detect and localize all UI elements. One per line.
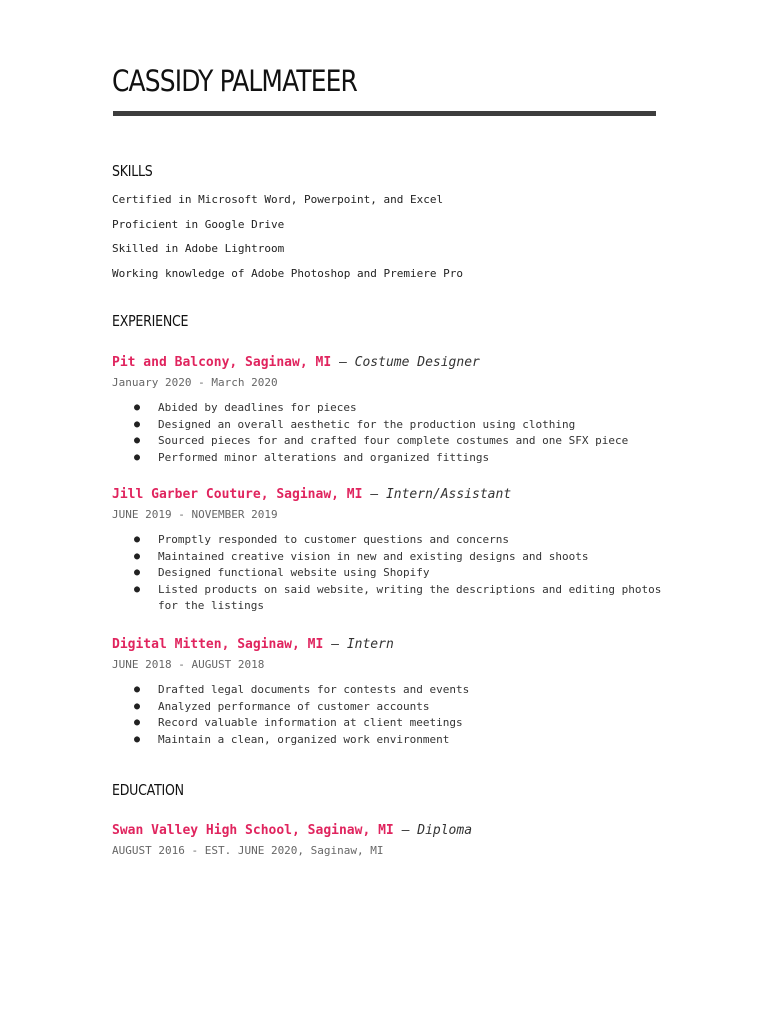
skill-item: Skilled in Adobe Lightroom [112,242,285,255]
bullet-icon: ● [134,700,141,712]
title-separator: — [393,823,418,838]
list-item [112,582,678,615]
list-item [112,549,678,566]
list-item [112,417,678,434]
bullet-icon: ● [134,684,141,695]
bullet-icon: ● [134,567,141,579]
bullet-text: Designed functional website using Shopify [158,566,430,580]
bullet-text: Abided by deadlines for pieces [158,401,357,414]
title-separator: — [362,487,386,502]
job-organization: Jill Garber Couture, Saginaw, MI [112,487,363,502]
job-role: Intern [346,637,394,652]
title-separator: — [331,355,355,370]
job-bullets [112,682,672,748]
list-item [112,732,678,749]
bullet-icon: ● [134,451,141,463]
section-title-education: EDUCATION [112,781,184,799]
job-title [112,486,672,503]
bullet-text: Sourced pieces for and crafted four complete costumes and one SFX piece [158,434,629,448]
job-bullets [112,400,672,466]
bullet-text: Designed an overall aesthetic for the production using clothing [158,417,576,431]
skill-item: Proficient in Google Drive [112,217,285,231]
bullet-icon: ● [134,402,141,413]
job-role: Intern/Assistant [385,487,512,502]
job-date: JUNE 2018 - AUGUST 2018 [112,658,265,671]
job-organization: Pit and Balcony, Saginaw, MI [112,355,332,370]
job-date: JUNE 2019 - NOVEMBER 2019 [112,508,278,521]
bullet-text: Analyzed performance of customer accounts [158,699,430,713]
list-item [112,699,678,716]
job-entry [112,636,672,748]
bullet-icon: ● [134,583,141,595]
bullet-icon: ● [134,733,141,745]
bullet-icon: ● [134,435,141,447]
job-date: January 2020 - March 2020 [112,376,278,389]
list-item [112,532,678,549]
list-item [112,433,678,450]
section-title-experience: EXPERIENCE [112,312,189,330]
bullet-text: Drafted legal documents for contests and events [158,683,470,696]
education-entry [112,822,672,858]
skills-list [112,193,463,291]
skill-item: Certified in Microsoft Word, Powerpoint, and Excel [112,193,444,206]
bullet-text: Promptly responded to customer questions and concerns [158,533,509,546]
education-date: AUGUST 2016 - EST. JUNE 2020, Saginaw, MI [112,844,384,857]
candidate-name: CASSIDY PALMATEER [112,64,358,98]
bullet-icon: ● [134,717,141,729]
job-role: Costume Designer [354,355,480,370]
list-item [112,565,678,582]
job-title [112,354,672,371]
job-entry [112,486,672,615]
degree: Diploma [417,823,473,838]
bullet-text: Maintained creative vision in new and existing designs and shoots [158,549,589,563]
list-item [112,450,678,467]
job-bullets [112,532,672,615]
bullet-icon: ● [134,550,141,562]
bullet-text: Listed products on said website, writing the descriptions and editing photos for the listings [158,582,662,613]
title-separator: — [323,637,347,652]
bullet-text: Performed minor alterations and organized fittings [158,450,490,464]
job-organization: Digital Mitten, Saginaw, MI [112,637,324,652]
list-item [112,400,678,417]
school-name: Swan Valley High School, Saginaw, MI [112,823,394,838]
education-title [112,822,672,839]
section-title-skills: SKILLS [112,162,153,180]
job-entry [112,354,672,466]
list-item [112,682,678,699]
bullet-text: Maintain a clean, organized work environment [158,732,450,746]
bullet-icon: ● [134,418,141,430]
list-item [112,715,678,732]
header-divider [113,111,656,116]
job-title [112,636,672,653]
bullet-text: Record valuable information at client meetings [158,716,463,730]
skill-item: Working knowledge of Adobe Photoshop and Premiere Pro [112,266,463,280]
bullet-icon: ● [134,534,141,545]
